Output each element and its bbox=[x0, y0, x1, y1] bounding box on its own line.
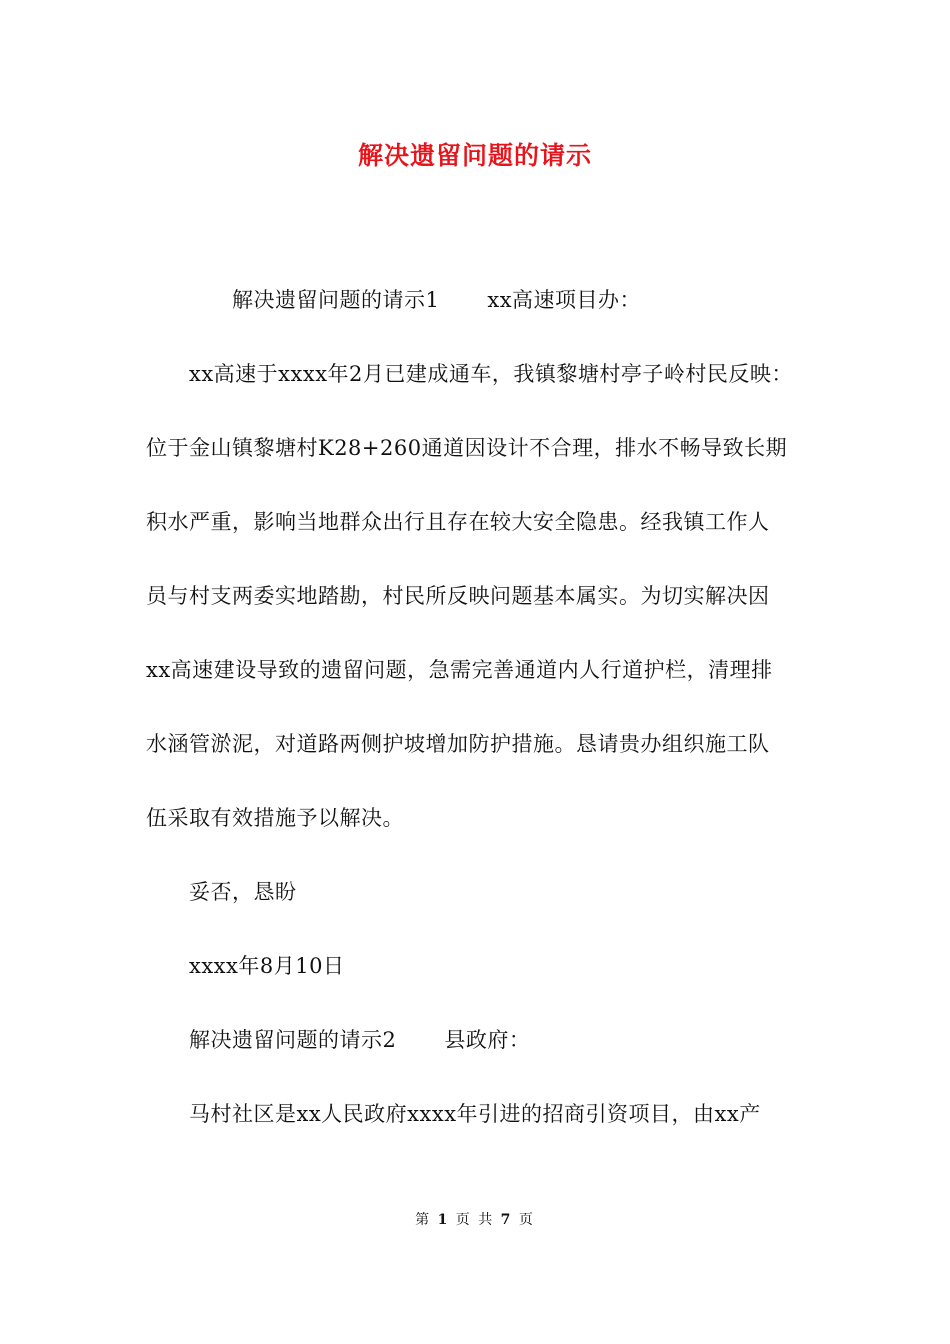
paragraph-line: 马村社区是xx人民政府xxxx年引进的招商引资项目，由xx产 bbox=[189, 1102, 761, 1126]
paragraph-line bbox=[232, 284, 641, 314]
document-title: 解决遗留问题的请示 bbox=[357, 141, 592, 170]
paragraph-line bbox=[189, 1024, 530, 1054]
page-footer bbox=[0, 1209, 950, 1229]
paragraph-line: xx高速于xxxx年2月已建成通车，我镇黎塘村亭子岭村民反映： bbox=[189, 362, 793, 386]
paragraph-line: 伍采取有效措施予以解决。 bbox=[146, 806, 404, 830]
date-line: xxxx年8月10日 bbox=[189, 954, 345, 978]
paragraph-line: 员与村支两委实地踏勘，村民所反映问题基本属实。为切实解决因 bbox=[146, 584, 770, 608]
addressee-1: xx高速项目办： bbox=[487, 288, 642, 312]
paragraph-line: 水涵管淤泥，对道路两侧护坡增加防护措施。恳请贵办组织施工队 bbox=[146, 732, 770, 756]
paragraph-line: 积水严重，影响当地群众出行且存在较大安全隐患。经我镇工作人 bbox=[146, 510, 770, 534]
addressee-2: 县政府： bbox=[444, 1028, 531, 1052]
footer-prefix: 第 bbox=[415, 1212, 432, 1228]
section-heading-2: 解决遗留问题的请示2 bbox=[189, 1028, 397, 1052]
section-heading-1: 解决遗留问题的请示1 bbox=[232, 288, 440, 312]
closing-line: 妥否，恳盼 bbox=[189, 880, 297, 904]
footer-mid: 页 共 bbox=[455, 1212, 495, 1228]
footer-suffix: 页 bbox=[518, 1212, 535, 1228]
footer-page-number: 1 bbox=[437, 1212, 450, 1228]
paragraph-line: xx高速建设导致的遗留问题，急需完善通道内人行道护栏，清理排 bbox=[146, 658, 773, 682]
footer-total-pages: 7 bbox=[500, 1212, 513, 1228]
paragraph-line: 位于金山镇黎塘村K28+260通道因设计不合理，排水不畅导致长期 bbox=[146, 436, 788, 460]
